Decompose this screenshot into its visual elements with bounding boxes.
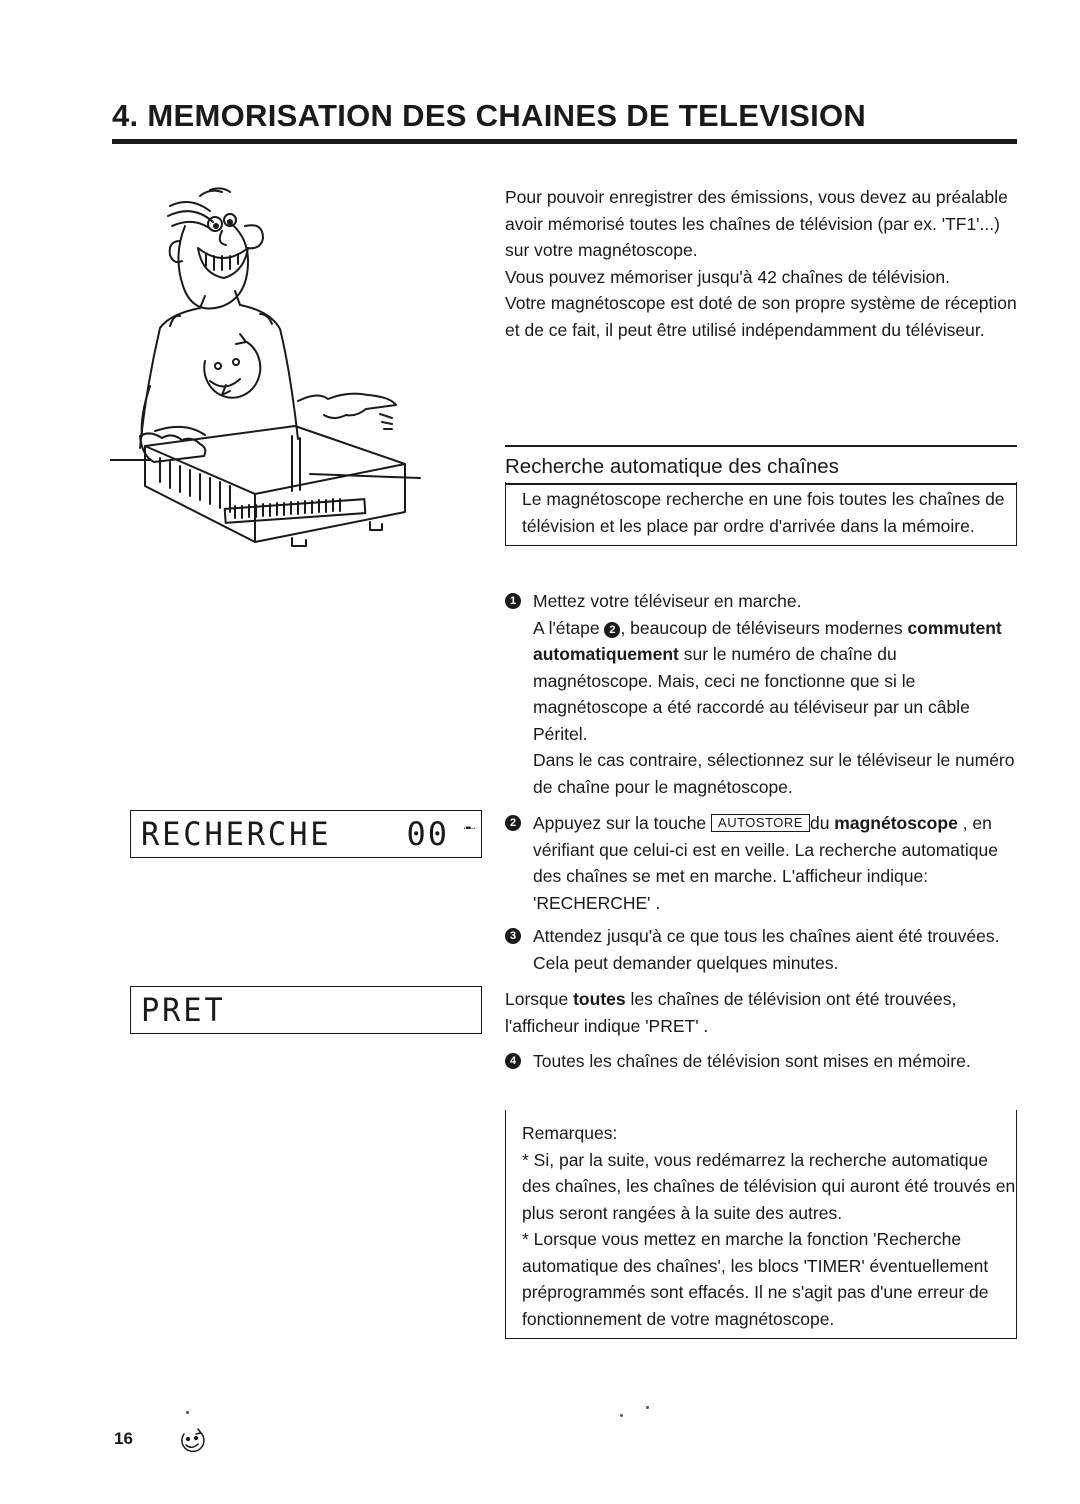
step-2: [505, 810, 1017, 916]
step-text: Attendez jusqu'à ce que tous les chaînes aient été trouvées. Cela peut demander quelques minutes.: [533, 926, 1000, 973]
speck: [186, 1411, 189, 1414]
intro-paragraph: Pour pouvoir enregistrer des émissions, vous devez au préalable avoir mémorisé toutes les chaînes de télévision (par ex. 'TF1'...) sur votre magnétoscope.: [505, 187, 1008, 260]
autostore-key: AUTOSTORE: [711, 814, 810, 832]
display-pret: [130, 986, 482, 1034]
bold-text: toutes: [573, 989, 626, 1009]
step-4: [505, 1048, 1017, 1075]
step-number-badge: 3: [505, 928, 521, 944]
intro-text: [505, 184, 1017, 343]
note-item: * Si, par la suite, vous redémarrez la recherche automatique des chaînes, les chaînes de télévision qui auront été trouvés en plus seront rangées à la suite des autres.: [522, 1149, 1016, 1223]
step-number-badge: 4: [505, 1053, 521, 1069]
display-text: RECHERCHE: [141, 815, 332, 853]
page-title: 4. MEMORISATION DES CHAINES DE TELEVISION: [112, 98, 867, 133]
step-1: [505, 588, 1017, 800]
step-number-badge: 2: [505, 815, 521, 831]
step-number-badge: 1: [505, 593, 521, 609]
display-indicator-icon: ·▪▪··: [462, 823, 475, 834]
display-digits: 00: [406, 815, 449, 853]
display-text: PRET: [141, 991, 226, 1029]
section-heading: Recherche automatique des chaînes: [505, 445, 1017, 485]
step-text: Dans le cas contraire, sélectionnez sur le téléviseur le numéro de chaîne pour le magnétoscope.: [533, 750, 1015, 797]
notes-box: [505, 1110, 1017, 1339]
illustration-person-vcr: [110, 186, 430, 556]
page-number: 16: [114, 1429, 133, 1448]
speck: [646, 1406, 649, 1409]
bold-text: commutent automatiquement: [533, 617, 1002, 664]
step-text: Toutes les chaînes de télévision sont mises en mémoire.: [533, 1051, 971, 1071]
section-intro-box: [505, 482, 1017, 546]
result-text: Lorsque toutes les chaînes de télévision ont été trouvées, l'afficheur indique 'PRET' .: [505, 989, 957, 1036]
intro-paragraph: Votre magnétoscope est doté de son propre système de réception et de ce fait, il peut être utilisé indépendamment du téléviseur.: [505, 293, 1017, 340]
speck: [620, 1414, 623, 1417]
section-intro-text: Le magnétoscope recherche en une fois toutes les chaînes de télévision et les place par ordre d'arrivée dans la mémoire.: [522, 489, 1005, 536]
bold-text: magnétoscope: [834, 813, 958, 833]
title-rule: [112, 139, 1017, 144]
step-text: A l'étape 2 , beaucoup de téléviseurs modernes commutent automatiquement sur le numéro de chaîne du magnétoscope. Mais, ceci ne fonctionne que si le magnétoscope a été raccordé au téléviseur par un câble Péritel.: [533, 617, 1002, 744]
step-text: Mettez votre téléviseur en marche.: [533, 591, 802, 611]
note-item: * Lorsque vous mettez en marche la fonction 'Recherche automatique des chaînes', les blocs 'TIMER' éventuellement préprogrammés sont effacés. Il ne s'agit pas d'une erreur de fonctionnement de votre magnétoscope.: [522, 1229, 989, 1329]
step-text: Appuyez sur la touche AUTOSTORE du magnétoscope , en vérifiant que celui-ci est en veille. La recherche automatique des chaînes se met en marche. L'afficheur indique: 'RECHERCHE' .: [533, 813, 998, 913]
smiley-icon: [176, 1424, 208, 1458]
display-recherche: [130, 810, 482, 858]
step-3: [505, 923, 1017, 976]
step-ref-badge: 2: [604, 622, 620, 638]
notes-title: Remarques:: [522, 1123, 618, 1143]
intro-paragraph: Vous pouvez mémoriser jusqu'à 42 chaînes de télévision.: [505, 266, 950, 287]
